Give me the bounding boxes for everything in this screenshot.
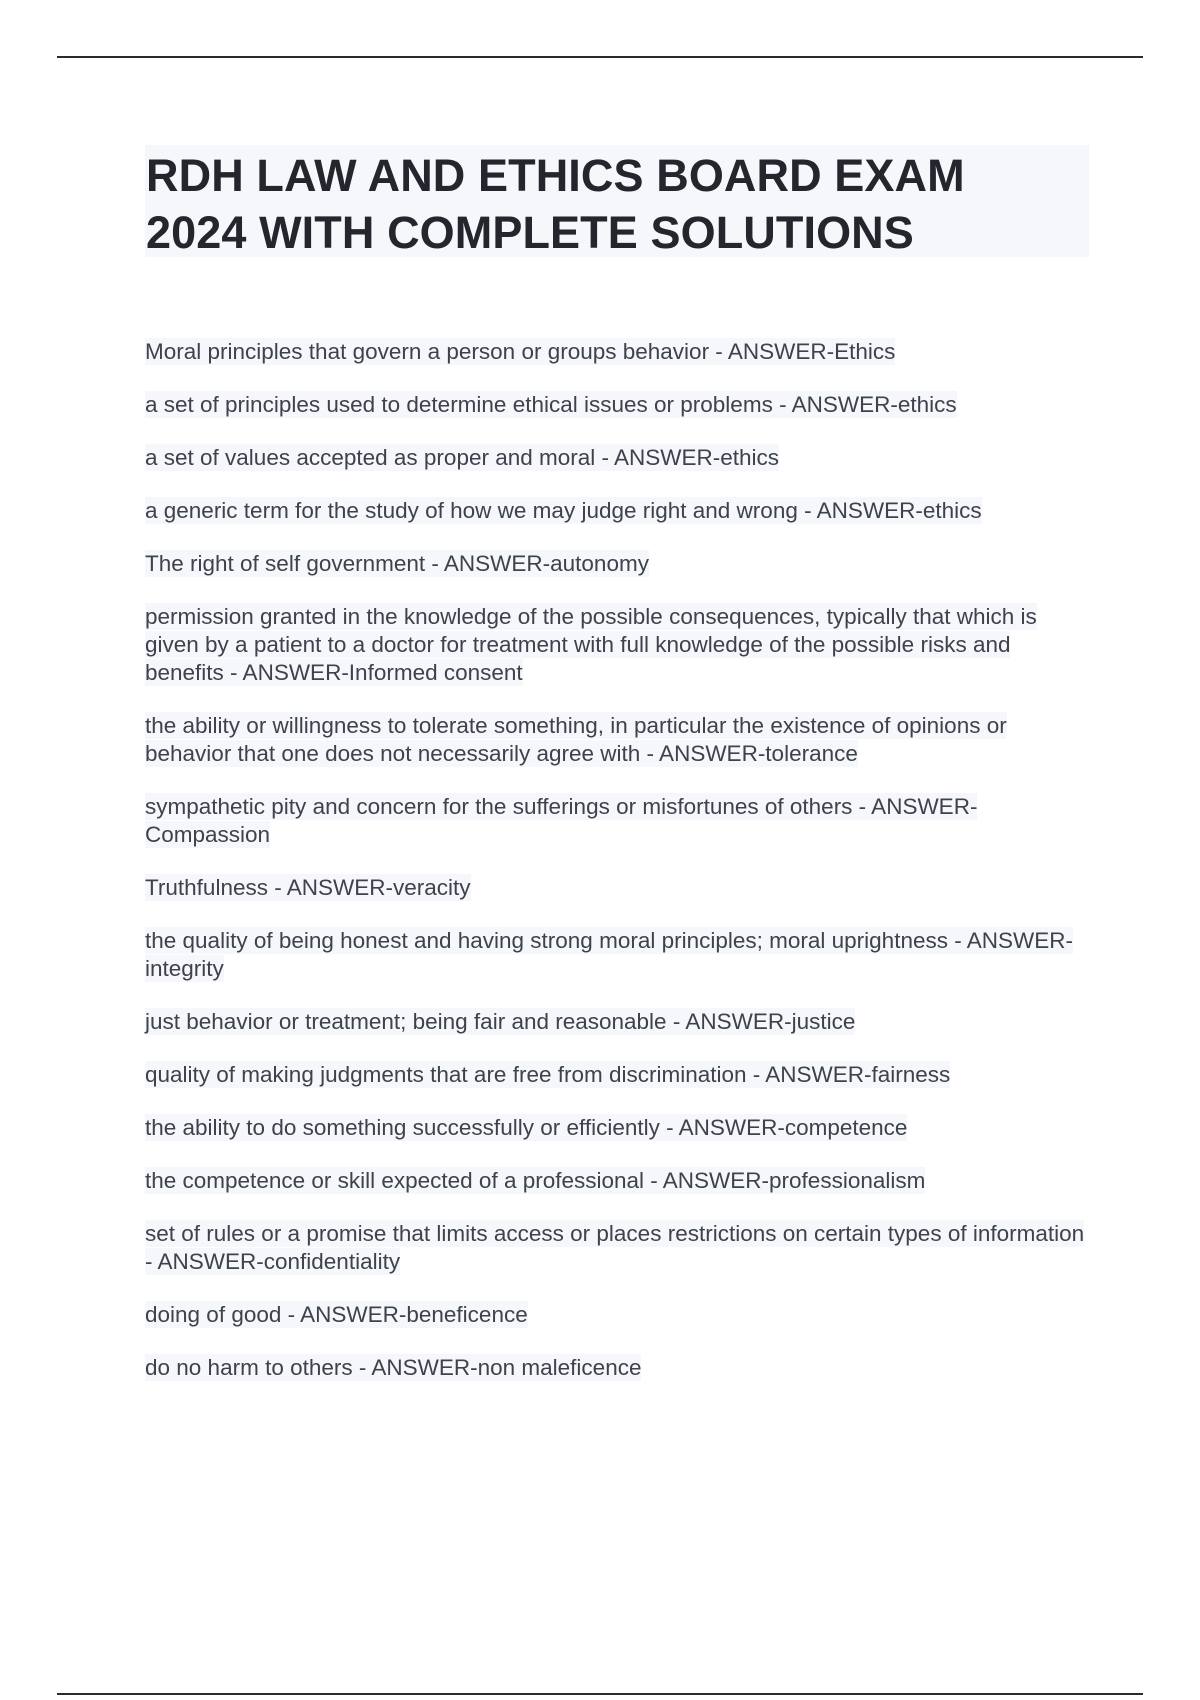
qa-item [145, 338, 1090, 366]
qa-item-text: the competence or skill expected of a professional - ANSWER-professionalism [145, 1168, 926, 1193]
qa-item-text: the ability to do something successfully or efficiently - ANSWER-competence [145, 1115, 908, 1140]
qa-item-text: quality of making judgments that are free from discrimination - ANSWER-fairness [145, 1062, 951, 1087]
qa-item-text: The right of self government - ANSWER-autonomy [145, 551, 649, 576]
title-block [145, 145, 1089, 257]
qa-item-text: Truthfulness - ANSWER-veracity [145, 875, 471, 900]
qa-item [145, 927, 1090, 983]
qa-item [145, 1167, 1090, 1195]
qa-item-text: just behavior or treatment; being fair and reasonable - ANSWER-justice [145, 1009, 856, 1034]
qa-item [145, 712, 1090, 768]
qa-item [145, 1061, 1090, 1089]
qa-item [145, 391, 1090, 419]
qa-item-text: a set of values accepted as proper and moral - ANSWER-ethics [145, 445, 780, 470]
qa-item [145, 603, 1090, 687]
qa-item-text: a generic term for the study of how we may judge right and wrong - ANSWER-ethics [145, 498, 982, 523]
qa-item-text: sympathetic pity and concern for the sufferings or misfortunes of others - ANSWER-Compassion [145, 794, 978, 847]
qa-item [145, 1008, 1090, 1036]
qa-item [145, 550, 1090, 578]
question-answer-list [145, 338, 1090, 1407]
qa-item [145, 793, 1090, 849]
qa-item-text: permission granted in the knowledge of the possible consequences, typically that which is given by a patient to a doctor for treatment with full knowledge of the possible risks and benefits - ANSWER-Informed consent [145, 604, 1037, 685]
document-title-line-2: 2024 WITH COMPLETE SOLUTIONS [146, 207, 914, 258]
qa-item [145, 1220, 1090, 1276]
document-title-line-1: RDH LAW AND ETHICS BOARD EXAM [146, 150, 965, 201]
qa-item-text: the quality of being honest and having strong moral principles; moral uprightness - ANSWER-integrity [145, 928, 1073, 981]
qa-item-text: Moral principles that govern a person or groups behavior - ANSWER-Ethics [145, 339, 896, 364]
qa-item [145, 444, 1090, 472]
qa-item-text: do no harm to others - ANSWER-non maleficence [145, 1355, 642, 1380]
bottom-page-rule [57, 1693, 1143, 1695]
qa-item-text: doing of good - ANSWER-beneficence [145, 1302, 528, 1327]
qa-item [145, 874, 1090, 902]
qa-item-text: set of rules or a promise that limits access or places restrictions on certain types of information - ANSWER-confidentiality [145, 1221, 1085, 1274]
top-page-rule [57, 56, 1143, 58]
qa-item [145, 1114, 1090, 1142]
qa-item-text: the ability or willingness to tolerate something, in particular the existence of opinions or behavior that one does not necessarily agree with - ANSWER-tolerance [145, 713, 1007, 766]
qa-item [145, 1354, 1090, 1382]
qa-item [145, 497, 1090, 525]
document-title [146, 147, 1089, 261]
qa-item [145, 1301, 1090, 1329]
qa-item-text: a set of principles used to determine ethical issues or problems - ANSWER-ethics [145, 392, 957, 417]
